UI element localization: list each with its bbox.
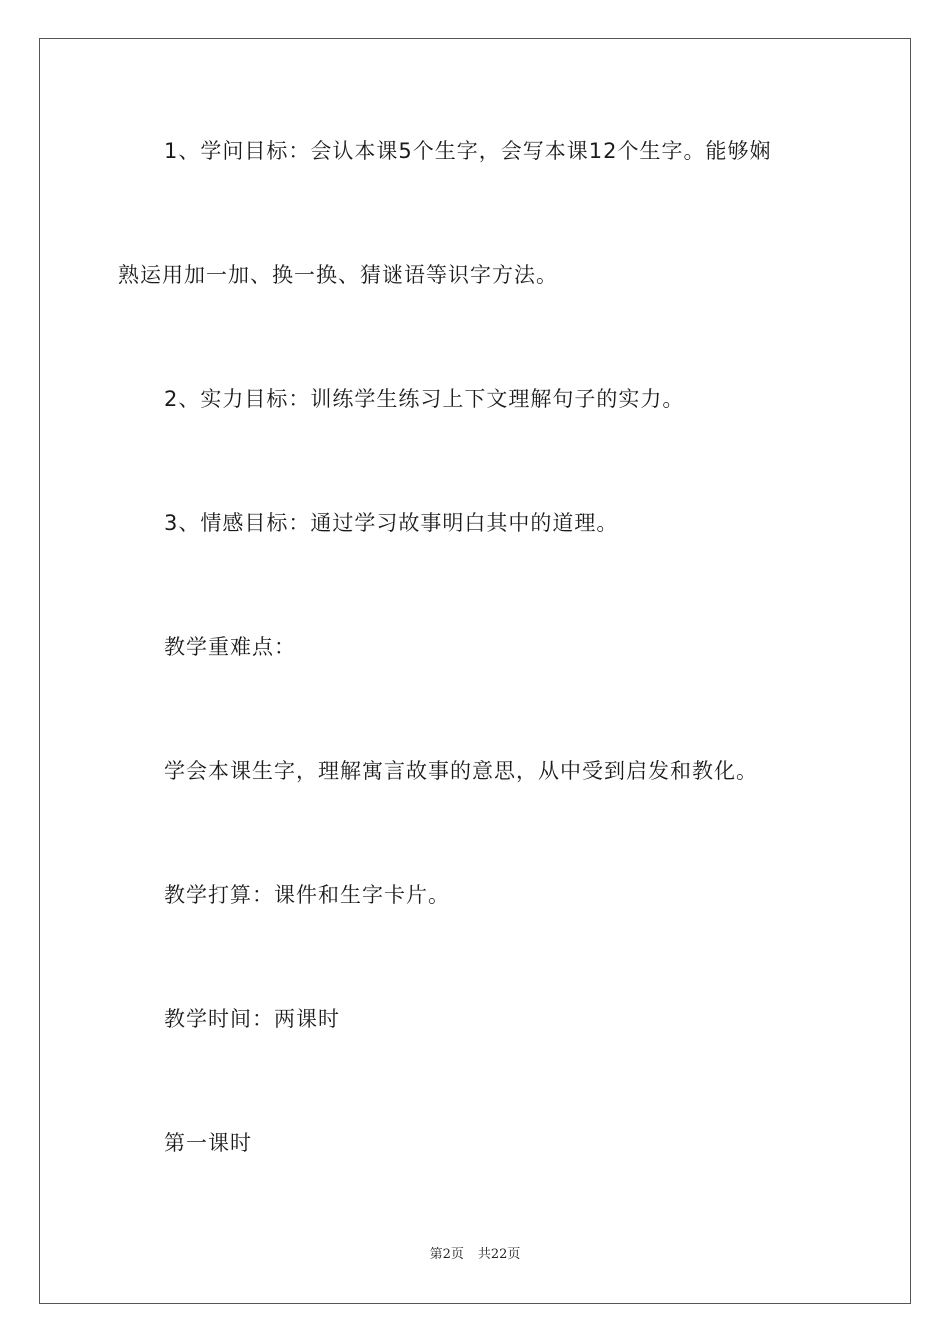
paragraph-ability-goal: 2、实力目标：训练学生练习上下文理解句子的实力。 (164, 387, 685, 411)
heading-first-lesson: 第一课时 (164, 1131, 252, 1155)
heading-key-difficulties: 教学重难点： (164, 635, 296, 659)
paragraph-teaching-preparation: 教学打算：课件和生字卡片。 (164, 883, 450, 907)
paragraph-key-difficulties: 学会本课生字，理解寓言故事的意思，从中受到启发和教化。 (164, 759, 758, 783)
page-footer (0, 1246, 950, 1264)
paragraph-knowledge-goal-continued: 熟运用加一加、换一换、猜谜语等识字方法。 (118, 263, 558, 287)
paragraph-teaching-time: 教学时间：两课时 (164, 1007, 340, 1031)
page-number: 第2页 (429, 1247, 464, 1262)
paragraph-knowledge-goal: 1、学问目标：会认本课5个生字，会写本课12个生字。能够娴 (164, 139, 772, 163)
page-frame (39, 38, 911, 1304)
page-total: 共22页 (477, 1247, 521, 1262)
paragraph-emotion-goal: 3、情感目标：通过学习故事明白其中的道理。 (164, 511, 619, 535)
